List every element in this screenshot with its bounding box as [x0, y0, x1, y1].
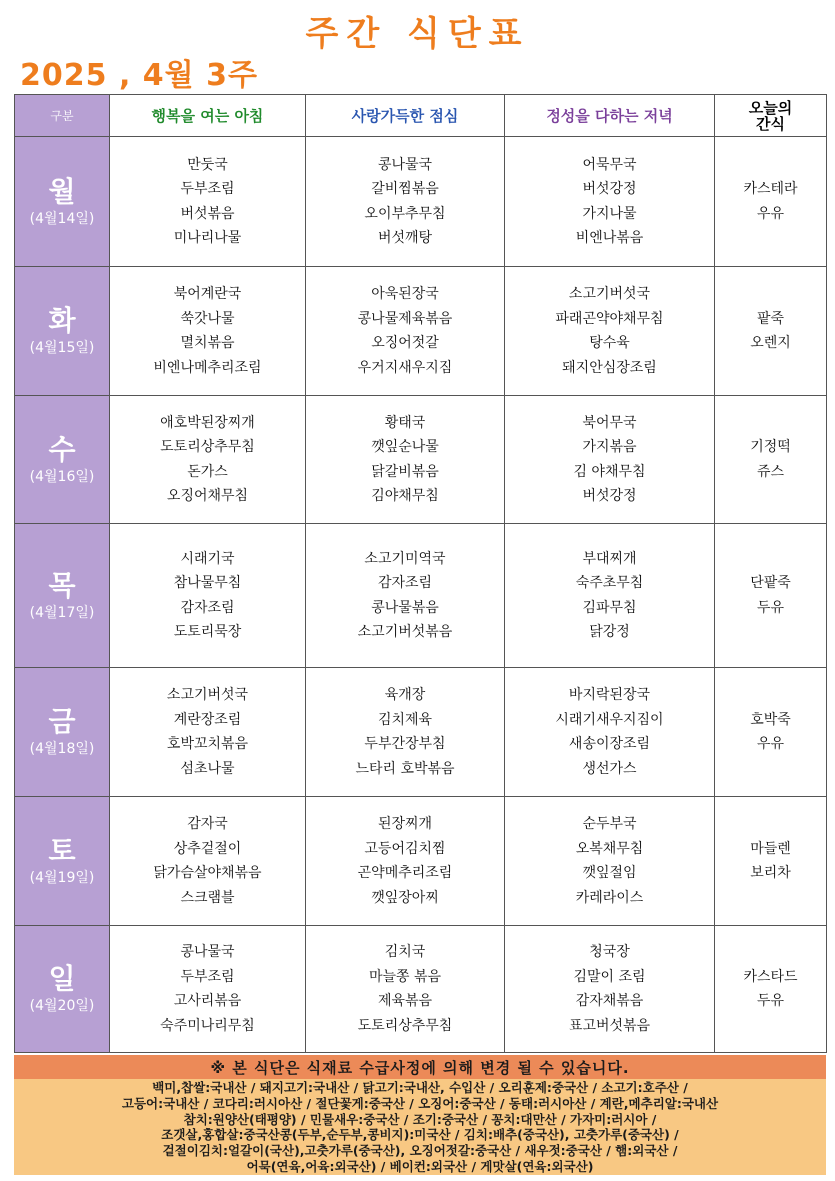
day-name: 화 — [48, 304, 76, 337]
menu-item: 김치국 — [384, 944, 426, 960]
menu-item: 소고기버섯국 — [568, 286, 651, 302]
menu-item: 고등어김치찜 — [364, 840, 446, 857]
origin-line: 겉절이김치:얼갈이(국산),고춧가루(중국산), 오징어젓갈:중국산 / 새우젓:중국산 / 햄:외국산 / — [162, 1143, 678, 1159]
day-label — [15, 137, 110, 267]
menu-item: 가지나물 — [582, 205, 637, 222]
week-subtitle: 2025 , 4월 3주 — [20, 58, 258, 93]
snack-item: 기정떡 — [750, 439, 791, 455]
menu-item: 콩나물제육볶음 — [357, 310, 453, 327]
snack-item: 쥬스 — [756, 463, 785, 480]
menu-item: 오징어채무침 — [166, 488, 249, 504]
menu-item: 어묵무국 — [582, 156, 637, 173]
header-lunch: 사랑가득한 점심 — [306, 95, 505, 137]
breakfast-cell — [110, 797, 306, 926]
day-date: (4월17일) — [29, 604, 95, 621]
menu-item: 생선가스 — [582, 760, 637, 777]
menu-item: 오징어젓갈 — [371, 335, 439, 351]
day-name: 수 — [48, 432, 76, 466]
snack-cell — [715, 524, 827, 668]
menu-item: 비엔나메추리조림 — [153, 359, 262, 376]
snack-item: 호박죽 — [750, 711, 791, 728]
header-row — [15, 95, 827, 137]
day-label — [15, 926, 110, 1053]
snack-cell — [715, 396, 827, 524]
menu-item: 김말이 조림 — [573, 968, 646, 985]
menu-item: 소고기미역국 — [364, 550, 446, 567]
menu-item: 미나리나물 — [173, 230, 242, 246]
menu-item: 호박꼬치볶음 — [166, 736, 249, 752]
menu-item: 두부간장부침 — [364, 736, 446, 752]
snack-cell — [715, 926, 827, 1053]
menu-item: 황태국 — [384, 414, 426, 431]
snack-cell — [715, 137, 827, 267]
snack-item: 카스테라 — [743, 181, 798, 197]
menu-item: 섬초나물 — [180, 760, 235, 777]
menu-item: 돈가스 — [187, 463, 228, 480]
menu-item: 닭강정 — [589, 624, 630, 640]
lunch-cell — [306, 926, 505, 1053]
dinner-cell — [505, 926, 715, 1053]
snack-item: 두유 — [756, 993, 785, 1009]
snack-item: 마들렌 — [750, 840, 791, 857]
menu-item: 육개장 — [384, 687, 426, 703]
menu-item: 마늘쫑 볶음 — [368, 968, 442, 985]
menu-item: 콩나물국 — [377, 156, 433, 173]
day-label — [15, 267, 110, 396]
menu-item: 부대찌개 — [582, 550, 637, 567]
menu-item: 돼지안심장조림 — [562, 359, 657, 376]
lunch-cell — [306, 524, 505, 668]
snack-cell — [715, 668, 827, 797]
menu-item: 감자조림 — [180, 599, 235, 616]
menu-item: 된장찌개 — [377, 816, 433, 832]
snack-item: 우유 — [756, 205, 785, 222]
origin-line: 어묵(연육,어육:외국산) / 베이컨:외국산 / 게맛살(연육:외국산) — [246, 1158, 594, 1174]
menu-item: 두부조림 — [180, 181, 235, 197]
weekly-menu-table — [14, 94, 827, 1053]
menu-item: 북어무국 — [582, 414, 637, 431]
menu-item: 숙주미나리무침 — [160, 1017, 255, 1034]
menu-item: 깻잎순나물 — [371, 439, 439, 455]
origin-info — [14, 1079, 826, 1175]
menu-item: 제육볶음 — [377, 993, 433, 1009]
menu-item: 파래곤약야채무침 — [555, 310, 664, 327]
day-name: 토 — [48, 834, 76, 867]
menu-item: 우거지새우지짐 — [357, 359, 453, 376]
menu-item: 북어계란국 — [173, 286, 242, 302]
day-row-tue — [15, 267, 827, 396]
day-name: 금 — [48, 705, 76, 738]
menu-item: 감자조림 — [377, 575, 433, 591]
menu-item: 바지락된장국 — [568, 687, 651, 703]
dinner-cell — [505, 524, 715, 668]
menu-item: 시래기새우지짐이 — [555, 711, 664, 728]
header-snack-line2: 간식 — [756, 114, 785, 133]
dinner-cell — [505, 137, 715, 267]
menu-item: 가지볶음 — [582, 439, 637, 455]
day-row-fri — [15, 668, 827, 797]
origin-line: 참치:원양산(태평양) / 민물새우:중국산 / 조기:중국산 / 꽁치:대만산 / 가자미:러시아 / — [183, 1111, 657, 1127]
menu-item: 시래기국 — [180, 550, 235, 567]
day-name: 월 — [48, 174, 76, 208]
menu-item: 고사리볶음 — [173, 993, 242, 1009]
menu-item: 참나물무침 — [173, 575, 242, 591]
lunch-cell — [306, 137, 505, 267]
day-row-thu — [15, 524, 827, 668]
menu-item: 깻잎절임 — [582, 865, 637, 881]
menu-item: 느타리 호박볶음 — [355, 760, 455, 777]
snack-item: 카스타드 — [743, 968, 798, 985]
lunch-cell — [306, 668, 505, 797]
origin-line: 백미,찹쌀:국내산 / 돼지고기:국내산 / 닭고기:국내산, 수입산 / 오리훈제:중국산 / 소고기:호주산 / — [152, 1080, 688, 1095]
menu-item: 닭갈비볶음 — [371, 463, 439, 480]
day-label — [15, 797, 110, 926]
day-label — [15, 396, 110, 524]
menu-item: 오이부추무침 — [364, 205, 446, 222]
change-notice: ※ 본 식단은 식재료 수급사정에 의해 변경 될 수 있습니다. — [14, 1055, 826, 1079]
menu-item: 콩나물국 — [180, 944, 235, 960]
origin-line: 조갯살,홍합살:중국산콩(두부,순두부,콩비지):미국산 / 김치:배추(중국산), 고춧가루(중국산) / — [161, 1127, 679, 1143]
menu-item: 버섯강정 — [582, 488, 637, 504]
menu-item: 감자채볶음 — [575, 993, 644, 1009]
menu-item: 비엔나볶음 — [575, 230, 644, 246]
lunch-cell — [306, 396, 505, 524]
menu-item: 깻잎장아찌 — [371, 889, 439, 906]
menu-item: 멸치볶음 — [180, 335, 235, 351]
day-name: 일 — [48, 962, 76, 995]
menu-item: 버섯깨탕 — [377, 230, 433, 246]
menu-item: 표고버섯볶음 — [568, 1017, 651, 1034]
menu-item: 김치제육 — [377, 711, 433, 728]
menu-item: 도토리상추무침 — [160, 439, 255, 455]
snack-cell — [715, 797, 827, 926]
day-date: (4월18일) — [29, 741, 95, 757]
menu-item: 감자국 — [187, 816, 228, 832]
day-date: (4월20일) — [29, 998, 95, 1014]
header-breakfast: 행복을 여는 아침 — [110, 95, 306, 137]
menu-item: 숙주초무침 — [575, 575, 644, 591]
lunch-cell — [306, 267, 505, 396]
day-date: (4월14일) — [29, 210, 95, 227]
snack-item: 오렌지 — [750, 335, 791, 351]
menu-item: 갈비찜볶음 — [371, 181, 439, 197]
breakfast-cell — [110, 137, 306, 267]
menu-item: 스크램블 — [180, 889, 235, 906]
breakfast-cell — [110, 524, 306, 668]
snack-item: 보리차 — [750, 865, 791, 881]
breakfast-cell — [110, 926, 306, 1053]
menu-item: 탕수육 — [589, 335, 630, 351]
header-snack — [715, 95, 827, 137]
day-label — [15, 524, 110, 668]
menu-item: 상추겉절이 — [173, 840, 242, 857]
snack-item: 두유 — [756, 599, 785, 616]
menu-item: 버섯볶음 — [180, 205, 235, 222]
menu-item: 만둣국 — [187, 156, 228, 173]
menu-item: 김파무침 — [582, 599, 637, 616]
page-title: 주간 식단표 — [305, 14, 530, 54]
origin-line: 고등어:국내산 / 코다리:러시아산 / 절단꽃게:중국산 / 오징어:중국산 / 동태:러시아산 / 계란,메추리알:국내산 — [121, 1095, 719, 1111]
menu-item: 카레라이스 — [575, 889, 644, 906]
dinner-cell — [505, 797, 715, 926]
dinner-cell — [505, 396, 715, 524]
menu-item: 쑥갓나물 — [180, 310, 235, 327]
menu-item: 콩나물볶음 — [371, 599, 439, 616]
menu-item: 계란장조림 — [173, 711, 242, 728]
header-dinner: 정성을 다하는 저녁 — [505, 95, 715, 137]
snack-item: 단팥죽 — [750, 575, 791, 591]
menu-item: 오복채무침 — [575, 840, 644, 857]
day-date: (4월19일) — [29, 870, 95, 886]
menu-item: 닭가슴살야채볶음 — [153, 865, 262, 881]
menu-item: 소고기버섯국 — [166, 687, 249, 703]
menu-item: 청국장 — [589, 944, 630, 960]
snack-item: 우유 — [756, 736, 785, 752]
header-snack-line1: 오늘의 — [748, 98, 793, 117]
lunch-cell — [306, 797, 505, 926]
menu-item: 곤약메추리조림 — [357, 865, 453, 881]
day-label — [15, 668, 110, 797]
menu-item: 도토리상추무침 — [357, 1017, 453, 1034]
breakfast-cell — [110, 668, 306, 797]
day-row-mon — [15, 137, 827, 267]
snack-cell — [715, 267, 827, 396]
header-gubun: 구분 — [15, 95, 110, 137]
menu-item: 김야채무침 — [371, 488, 439, 504]
menu-item: 버섯강정 — [582, 181, 637, 197]
day-date: (4월15일) — [29, 340, 95, 356]
breakfast-cell — [110, 396, 306, 524]
dinner-cell — [505, 668, 715, 797]
day-name: 목 — [48, 568, 76, 602]
menu-item: 김 야채무침 — [573, 463, 646, 480]
day-row-sun — [15, 926, 827, 1053]
menu-item: 애호박된장찌개 — [160, 414, 255, 431]
dinner-cell — [505, 267, 715, 396]
menu-item: 도토리묵장 — [173, 624, 242, 640]
day-date: (4월16일) — [29, 468, 95, 485]
menu-item: 아욱된장국 — [371, 286, 439, 302]
breakfast-cell — [110, 267, 306, 396]
snack-item: 팥죽 — [756, 310, 785, 327]
menu-item: 새송이장조림 — [568, 736, 651, 752]
menu-item: 소고기버섯볶음 — [357, 624, 453, 640]
day-row-wed — [15, 396, 827, 524]
menu-item: 순두부국 — [582, 816, 637, 832]
menu-item: 두부조림 — [180, 968, 235, 985]
day-row-sat — [15, 797, 827, 926]
